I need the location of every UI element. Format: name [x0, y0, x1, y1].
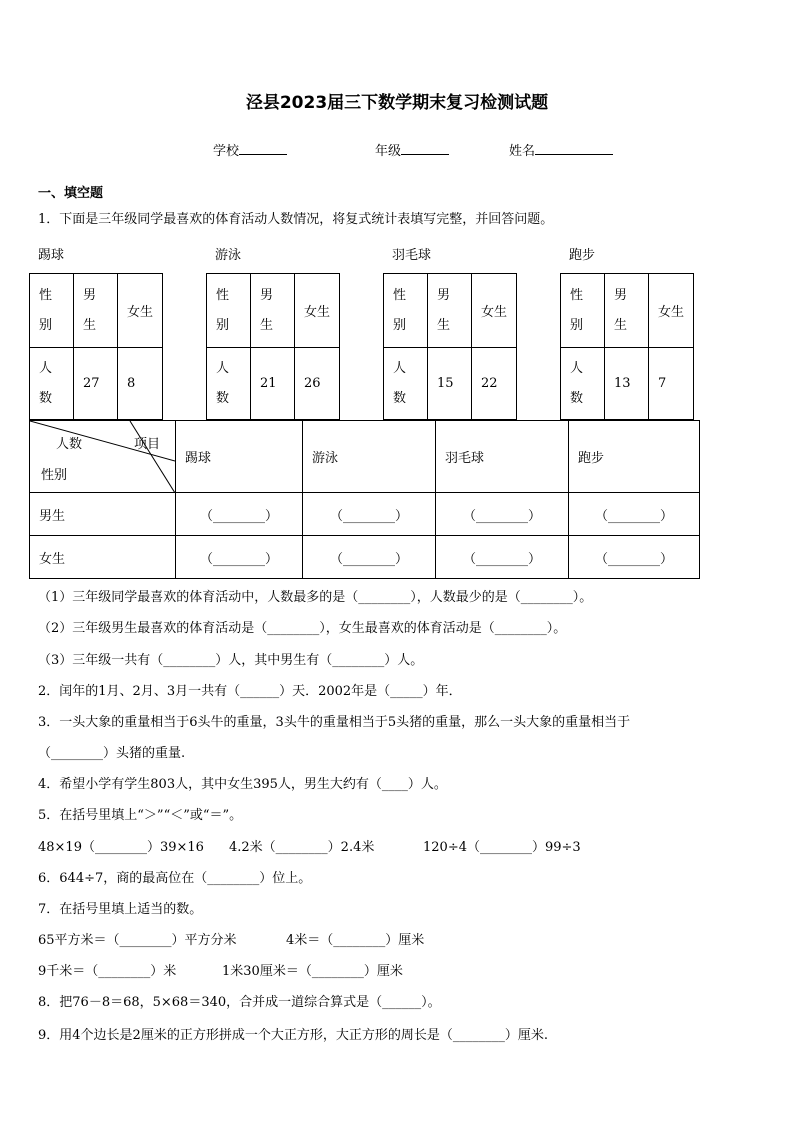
school-blank[interactable] [239, 142, 287, 155]
grade-field[interactable] [375, 140, 449, 159]
sport-label-4: 跑步 [569, 248, 596, 263]
name-blank[interactable] [535, 142, 613, 155]
column-header: 踢球 [176, 421, 303, 493]
count-header: 人 数 [30, 348, 74, 420]
question-1-sub3: （3）三年级一共有（________）人，其中男生有（________）人。 [38, 653, 424, 668]
girls-count: 26 [295, 348, 340, 420]
gender-header: 性 别 [207, 274, 251, 348]
name-label: 姓名 [509, 144, 536, 159]
column-header: 羽毛球 [436, 421, 569, 493]
question-5-item-1: 48×19（________）39×16 [38, 840, 204, 855]
question-1-sub2: （2）三年级男生最喜欢的体育活动是（________），女生最喜欢的体育活动是（________）。 [38, 621, 567, 636]
girls-count: 8 [118, 348, 163, 420]
diagonal-header [30, 421, 176, 493]
question-7-item-1: 65平方米＝（________）平方分米 [38, 933, 237, 948]
section-heading: 一、填空题 [38, 186, 104, 201]
boy-header: 男 生 [74, 274, 118, 348]
sport-label-2: 游泳 [215, 248, 242, 263]
answer-cell[interactable]: （________） [303, 493, 436, 536]
diag-label-count: 人数 [56, 437, 83, 452]
count-header: 人 数 [384, 348, 428, 420]
boy-header: 男 生 [605, 274, 649, 348]
answer-cell[interactable]: （________） [569, 493, 700, 536]
question-7-item-2: 4米＝（________）厘米 [286, 933, 425, 948]
boys-count: 15 [428, 348, 472, 420]
answer-cell[interactable]: （________） [436, 536, 569, 579]
girls-count: 7 [649, 348, 694, 420]
gender-header: 性 别 [384, 274, 428, 348]
grade-blank[interactable] [401, 142, 449, 155]
question-7: 7．在括号里填上适当的数。 [38, 902, 203, 917]
row-header-boys: 男生 [30, 493, 176, 536]
answer-cell[interactable]: （________） [176, 536, 303, 579]
answer-cell[interactable]: （________） [303, 536, 436, 579]
question-4: 4．希望小学有学生803人，其中女生395人，男生大约有（____）人。 [38, 777, 447, 792]
question-3-line2: （________）头猪的重量. [38, 746, 186, 761]
small-table-2 [206, 273, 340, 420]
question-7-item-3: 9千米＝（________）米 [38, 964, 177, 979]
sport-label-3: 羽毛球 [392, 248, 432, 263]
school-field[interactable] [213, 140, 287, 159]
count-header: 人 数 [561, 348, 605, 420]
question-1-sub1: （1）三年级同学最喜欢的体育活动中，人数最多的是（________），人数最少的是（________）。 [38, 590, 593, 605]
question-3-line1: 3．一头大象的重量相当于6头牛的重量，3头牛的重量相当于5头猪的重量，那么一头大象的重量相当于 [38, 715, 631, 730]
boy-header: 男 生 [428, 274, 472, 348]
page-title: 泾县2023届三下数学期末复习检测试题 [245, 93, 549, 113]
girl-header: 女生 [295, 274, 340, 348]
question-5-item-3: 120÷4（________）99÷3 [423, 840, 581, 855]
question-5-item-2: 4.2米（________）2.4米 [229, 840, 375, 855]
gender-header: 性 别 [30, 274, 74, 348]
column-header: 跑步 [569, 421, 700, 493]
grade-label: 年级 [375, 144, 402, 159]
question-1-text: 1．下面是三年级同学最喜欢的体育活动人数情况，将复式统计表填写完整，并回答问题。 [38, 212, 554, 227]
question-6: 6．644÷7，商的最高位在（________）位上。 [38, 871, 312, 886]
diag-label-gender: 性别 [41, 468, 68, 483]
answer-cell[interactable]: （________） [569, 536, 700, 579]
school-label: 学校 [213, 144, 240, 159]
gender-header: 性 别 [561, 274, 605, 348]
question-9: 9．用4个边长是2厘米的正方形拼成一个大正方形，大正方形的周长是（________）厘米. [38, 1028, 548, 1043]
name-field[interactable] [509, 140, 613, 159]
girl-header: 女生 [472, 274, 517, 348]
row-header-girls: 女生 [30, 536, 176, 579]
boys-count: 27 [74, 348, 118, 420]
answer-cell[interactable]: （________） [176, 493, 303, 536]
count-header: 人 数 [207, 348, 251, 420]
small-table-3 [383, 273, 517, 420]
girl-header: 女生 [649, 274, 694, 348]
girls-count: 22 [472, 348, 517, 420]
small-table-4 [560, 273, 694, 420]
question-7-item-4: 1米30厘米＝（________）厘米 [222, 964, 403, 979]
sport-label-1: 踢球 [38, 248, 65, 263]
diag-label-item: 项目 [134, 437, 161, 452]
column-header: 游泳 [303, 421, 436, 493]
question-2: 2．闰年的1月、2月、3月一共有（______）天．2002年是（_____）年． [38, 684, 462, 699]
answer-cell[interactable]: （________） [436, 493, 569, 536]
girl-header: 女生 [118, 274, 163, 348]
boys-count: 13 [605, 348, 649, 420]
boys-count: 21 [251, 348, 295, 420]
combined-table [29, 420, 700, 579]
question-5: 5．在括号里填上“＞”“＜”或“＝”。 [38, 808, 243, 823]
small-table-1 [29, 273, 163, 420]
question-8: 8．把76－8＝68，5×68＝340，合并成一道综合算式是（______）。 [38, 995, 441, 1010]
boy-header: 男 生 [251, 274, 295, 348]
